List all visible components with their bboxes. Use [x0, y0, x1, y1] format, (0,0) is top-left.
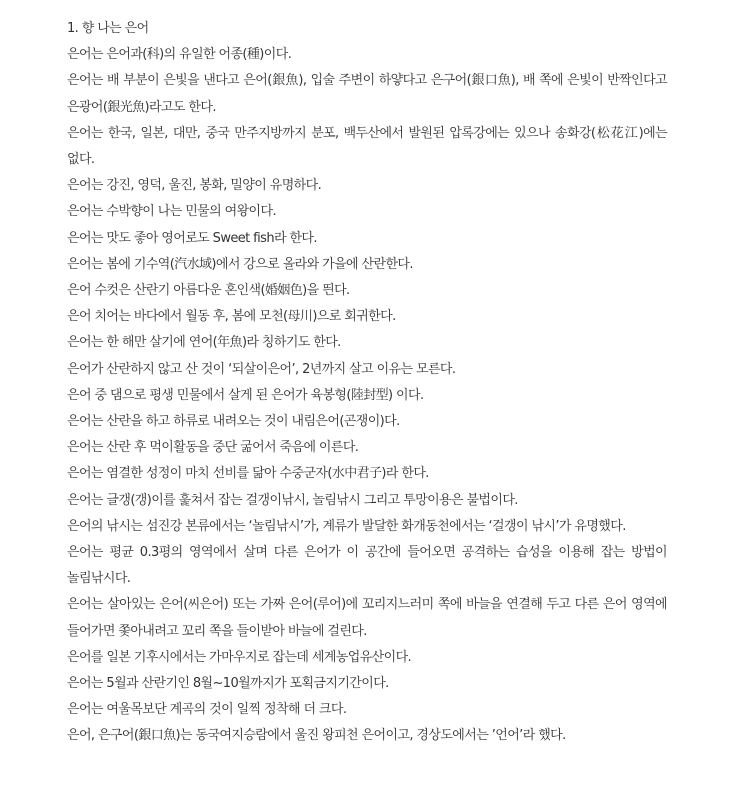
paragraph-5: 은어는 수박향이 나는 민물의 여왕이다.: [67, 204, 276, 220]
section-heading: 1. 향 나는 은어: [67, 21, 149, 36]
paragraph-12: 은어 중 댐으로 평생 민물에서 살게 된 은어가 육봉형(陸封型) 이다.: [67, 387, 424, 403]
paragraph-6: 은어는 맛도 좋아 영어로도 Sweet fish라 한다.: [67, 230, 317, 246]
paragraph-23: 은어, 은구어(銀口魚)는 동국여지승람에서 울진 왕피천 은어이고, 경상도에서는 ’언어’라 했다.: [67, 728, 566, 744]
paragraph-11: 은어가 산란하지 않고 산 것이 ‘되살이은어’, 2년까지 살고 이유는 모른다.: [67, 361, 456, 377]
paragraph-16: 은어는 글갱(갱)이를 훑쳐서 잡는 걸갱이낚시, 놀림낚시 그리고 투망이용은 불법이다.: [67, 492, 518, 508]
paragraph-1: 은어는 은어과(科)의 유일한 어종(種)이다.: [67, 47, 292, 63]
paragraph-8: 은어 수컷은 산란기 아름다운 혼인색(婚姻色)을 띈다.: [67, 283, 350, 299]
paragraph-4: 은어는 강진, 영덕, 울진, 봉화, 밀양이 유명하다.: [67, 178, 322, 194]
paragraph-9: 은어 치어는 바다에서 월동 후, 봄에 모천(母川)으로 회귀한다.: [67, 309, 396, 325]
paragraph-17: 은어의 낚시는 섬진강 본류에서는 ‘놀림낚시’가, 계류가 발달한 화개동천에서는 ‘걸갱이 낚시’가 유명했다.: [67, 518, 626, 534]
document-body: [67, 16, 667, 750]
paragraph-2: 은어는 배 부분이 은빛을 낸다고 은어(銀魚), 입술 주변이 하얗다고 은구어(銀口魚), 배 쪽에 은빛이 반짝인다고 은광어(銀光魚)라고도 한다.: [67, 73, 667, 115]
paragraph-18: 은어는 평균 0.3평의 영역에서 살며 다른 은어가 이 공간에 들어오면 공격하는 습성을 이용해 잡는 방법이 놀림낚시다.: [67, 545, 667, 587]
paragraph-19: 은어는 살아있는 은어(씨은어) 또는 가짜 은어(루어)에 꼬리지느러미 쪽에 바늘을 연결해 두고 다른 은어 영역에 들어가면 쫓아내려고 꼬리 쪽을 들이받아 바늘에 걸린다.: [67, 597, 667, 639]
paragraph-21: 은어는 5월과 산란기인 8월~10월까지가 포획금지기간이다.: [67, 676, 389, 692]
paragraph-13: 은어는 산란을 하고 하류로 내려오는 것이 내림은어(곤쟁이)다.: [67, 414, 400, 430]
paragraph-7: 은어는 봄에 기수역(汽水域)에서 강으로 올라와 가을에 산란한다.: [67, 256, 413, 272]
paragraph-20: 은어를 일본 기후시에서는 가마우지로 잡는데 세계농업유산이다.: [67, 649, 412, 665]
paragraph-10: 은어는 한 해만 살기에 연어(年魚)라 칭하기도 한다.: [67, 335, 341, 351]
paragraph-3: 은어는 한국, 일본, 대만, 중국 만주지방까지 분포, 백두산에서 발원된 압록강에는 있으나 송화강(松花江)에는 없다.: [67, 125, 667, 168]
paragraph-22: 은어는 여울목보단 계곡의 것이 일찍 정착해 더 크다.: [67, 702, 347, 718]
paragraph-15: 은어는 염결한 성정이 마치 선비를 닮아 수중군자(水中君子)라 한다.: [67, 466, 429, 482]
paragraph-14: 은어는 산란 후 먹이활동을 중단 굶어서 죽음에 이른다.: [67, 440, 359, 456]
